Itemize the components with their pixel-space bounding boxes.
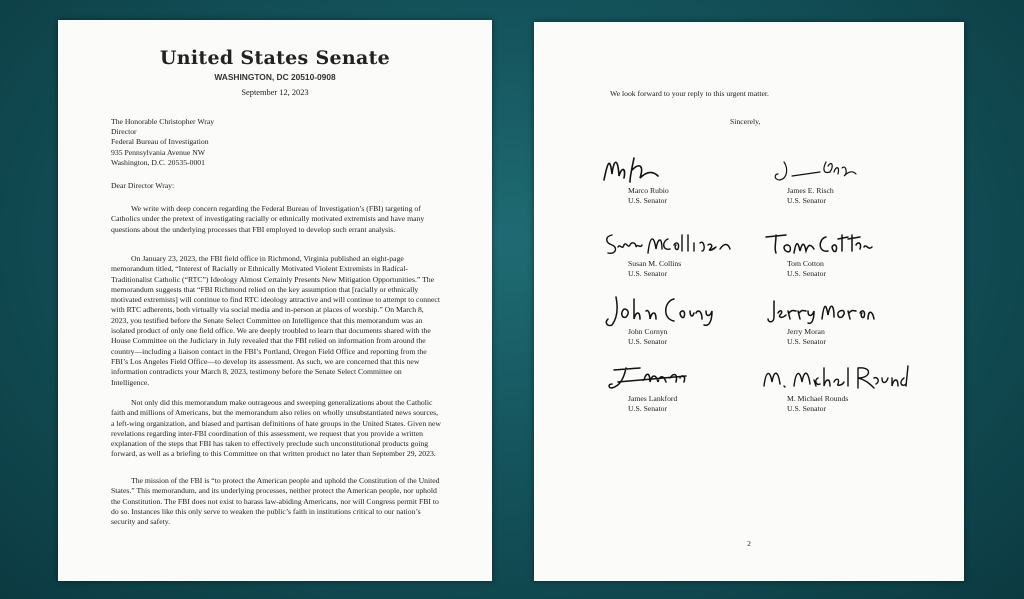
recipient-line: Federal Bureau of Investigation (111, 137, 209, 147)
signature-block-rubio (600, 152, 780, 206)
recipient-address-block (111, 117, 214, 168)
letter-page-2 (534, 22, 964, 581)
recipient-line: Washington, D.C. 20535-0001 (111, 157, 205, 167)
signatory-title: U.S. Senator (628, 337, 668, 346)
handwritten-signature (600, 152, 760, 186)
signatory-name: James E. Risch (787, 186, 834, 195)
signatory-name: Marco Rubio (628, 186, 669, 195)
signature-block-collins (600, 225, 780, 279)
handwritten-signature (762, 152, 922, 186)
signature-block-moran (762, 293, 942, 347)
signatory-title: U.S. Senator (628, 404, 668, 413)
signatory-name: James Lankford (628, 394, 678, 403)
signatory-title: U.S. Senator (787, 196, 827, 205)
handwritten-signature (600, 225, 760, 259)
closing-line: We look forward to your reply to this urgent matter. (610, 89, 769, 98)
handwritten-signature (762, 225, 922, 259)
body-paragraph: On January 23, 2023, the FBI field office in Richmond, Virginia published an eight-page memorandum titled, “Interest of Racially or Ethnically Motivated Violent Extremists in Radical-Traditionalist Catholic (“RTC”) Ideology Almost Certainly Presents New Mitigation Opportunities.” The memorandum suggests that “FBI Richmond relied on the key assumption that [racially or ethnically motivated extremists] will continue to find RTC ideology attractive and will continue to attempt to connect with RTC adherents, both virtually via social media and in-person at places of worship.” On March 8, 2023, you testified before the Senate Select Committee on Intelligence that this memorandum was an isolated product of only one field office. We are deeply troubled to learn that documents shared with the House Committee on the Judiciary in July revealed that the FBI relied on information from around the country—including a liaison contact in the FBI’s Portland, Oregon Field Office and reporting from the FBI’s Los Angeles Field Office—to develop its assessment. As such, we are concerned that this new information contradicts your March 8, 2023, testimony before the Senate Select Committee on Intelligence. (111, 254, 440, 387)
letterhead-address: WASHINGTON, DC 20510-0908 (214, 72, 336, 82)
signatory-name: Jerry Moran (787, 327, 825, 336)
signatory-title: U.S. Senator (787, 269, 827, 278)
signatory-title: U.S. Senator (787, 404, 827, 413)
signatory-name: Susan M. Collins (628, 259, 682, 268)
handwritten-signature (762, 293, 922, 327)
sincerely-closing: Sincerely, (730, 117, 761, 126)
signatory-title: U.S. Senator (628, 269, 668, 278)
body-paragraph: Not only did this memorandum make outrageous and sweeping generalizations about the Catholic faith and millions of Americans, but the memorandum also relies on wholly unsubstantiated news sources, a left-wing organization, and biased and partisan definitions of hate groups in the United States. Given new revelations regarding inter-FBI coordination of this assessment, we request that you provide a written explanation of the steps that FBI has taken to effectively preclude such unconstitutional products going forward, as well as a briefing to this Committee on that written product no later than September 29, 2023. (111, 398, 441, 459)
signature-block-cotton (762, 225, 942, 279)
body-paragraph: We write with deep concern regarding the Federal Bureau of Investigation’s (FBI) targeting of Catholics under the pretext of investigating racially or ethnically motivated extremists and have many questions about the underlying processes that FBI employed to develop such errant analysis. (111, 204, 425, 234)
letter-page-1 (58, 20, 492, 581)
handwritten-signature (600, 360, 760, 394)
signature-block-rounds (762, 360, 942, 414)
salutation: Dear Director Wray: (111, 181, 175, 190)
signatory-title: U.S. Senator (628, 196, 668, 205)
signatory-name: M. Michael Rounds (787, 394, 849, 403)
letterhead-title: United States Senate (159, 47, 391, 69)
letter-date: September 12, 2023 (241, 88, 309, 97)
recipient-line: The Honorable Christopher Wray (111, 117, 215, 126)
signature-block-risch (762, 152, 942, 206)
recipient-line: Director (111, 127, 137, 137)
body-paragraph: The mission of the FBI is “to protect the American people and uphold the Constitution of the United States.” This memorandum, and its underlying processes, neither protect the American people, nor uphold the Constitution. The FBI does not exist to harass law-abiding Americans, nor will Congress permit FBI to do so. Instances like this only serve to weaken the public’s faith in institutions critical to our nation’s security and safety. (111, 476, 440, 527)
signature-block-lankford (600, 360, 780, 414)
signatory-name: John Cornyn (628, 327, 668, 336)
handwritten-signature (762, 360, 922, 394)
page-number: 2 (747, 539, 751, 548)
recipient-line: 935 Pennsylvania Avenue NW (111, 147, 206, 157)
signatory-title: U.S. Senator (787, 337, 827, 346)
signature-block-cornyn (600, 293, 780, 347)
signatory-name: Tom Cotton (787, 259, 824, 268)
handwritten-signature (600, 293, 760, 327)
